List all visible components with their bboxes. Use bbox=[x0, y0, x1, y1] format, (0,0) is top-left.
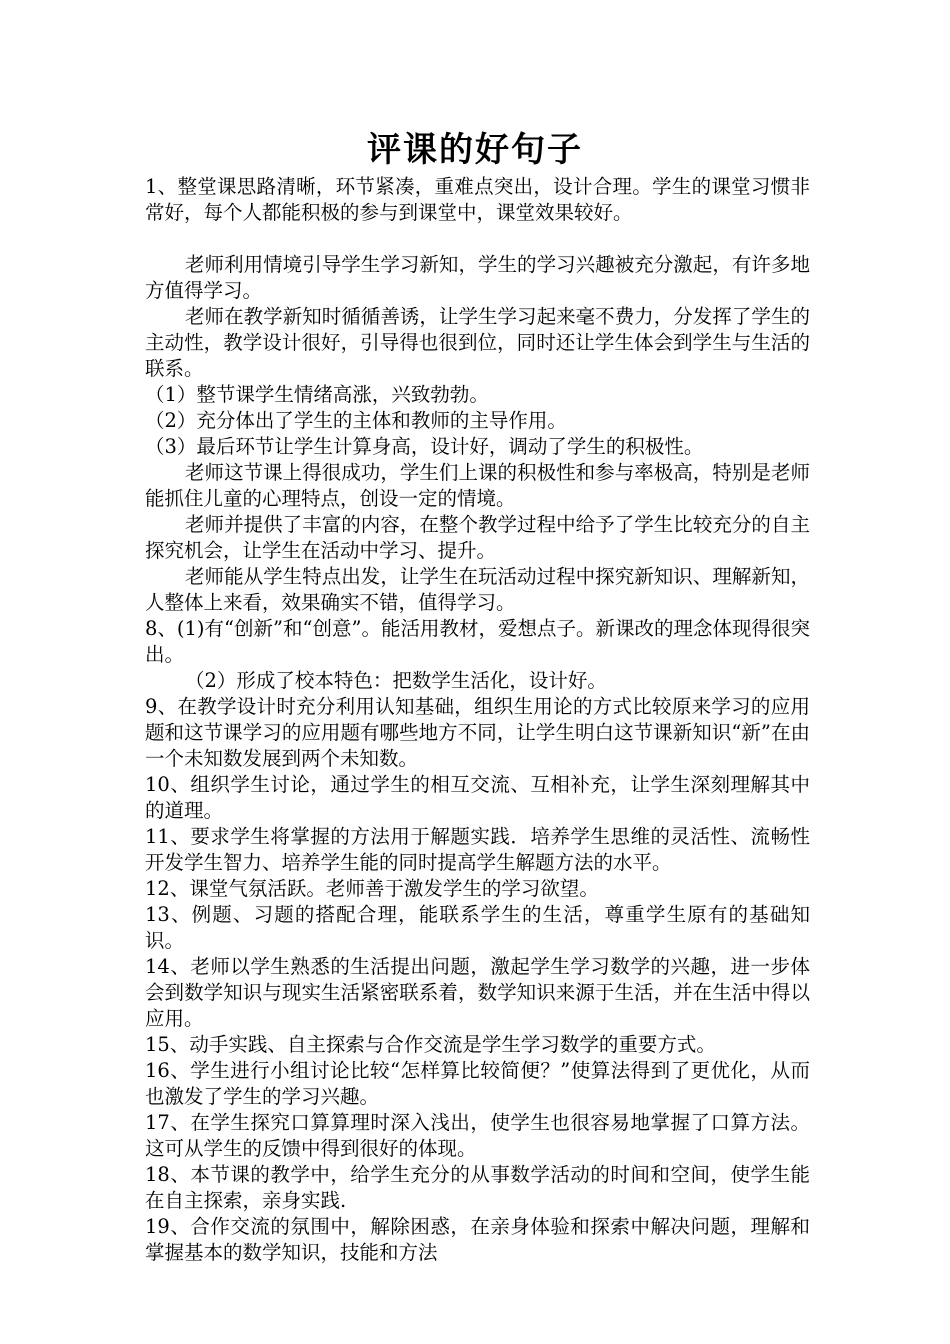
document-body bbox=[145, 174, 810, 1266]
paragraph-14: 14、老师以学生熟悉的生活提出问题，激起学生学习数学的兴趣，进一步体会到数学知识与现实生活紧密联系着，数学知识来源于生活，并在生活中得以应用。 bbox=[145, 955, 810, 1030]
paragraph-19: 19、合作交流的氛围中，解除困惑，在亲身体验和探索中解决问题，理解和掌握基本的数学知识，技能和方法 bbox=[145, 1215, 810, 1264]
document-title: 评课的好句子 bbox=[367, 130, 583, 170]
list-item-2: （2）充分体出了学生的主体和教师的主导作用。 bbox=[145, 409, 567, 432]
paragraph-18: 18、本节课的教学中，给学生充分的从事数学活动的时间和空间，使学生能在自主探索，亲身实践. bbox=[145, 1163, 810, 1212]
paragraph-17: 17、在学生探究口算算理时深入浅出，使学生也很容易地掌握了口算方法。这可从学生的反馈中得到很好的体现。 bbox=[145, 1111, 810, 1160]
paragraph-13: 13、例题、习题的搭配合理，能联系学生的生活，尊重学生原有的基础知识。 bbox=[145, 903, 810, 952]
paragraph-6: 老师能从学生特点出发，让学生在玩活动过程中探究新知识、理解新知，人整体上来看，效果确实不错，值得学习。 bbox=[145, 565, 810, 614]
paragraph-8-sub: （2）形成了校本特色：把数学生活化，设计好。 bbox=[185, 669, 607, 692]
paragraph-12: 12、课堂气氛活跃。老师善于激发学生的学习欲望。 bbox=[145, 877, 599, 900]
list-item-3: （3）最后环节让学生计算身高，设计好，调动了学生的积极性。 bbox=[145, 435, 704, 458]
paragraph-11: 11、要求学生将掌握的方法用于解题实践．培养学生思维的灵活性、流畅性开发学生智力、培养学生能的同时提高学生解题方法的水平。 bbox=[145, 825, 810, 874]
paragraph-1: 1、整堂课思路清晰，环节紧凑，重难点突出，设计合理。学生的课堂习惯非常好，每个人都能积极的参与到课堂中，课堂效果较好。 bbox=[145, 175, 810, 224]
paragraph-3: 老师在教学新知时循循善诱，让学生学习起来毫不费力，分发挥了学生的主动性，教学设计很好，引导得也很到位，同时还让学生体会到学生与生活的联系。 bbox=[145, 305, 810, 380]
paragraph-15: 15、动手实践、自主探索与合作交流是学生学习数学的重要方式。 bbox=[145, 1033, 716, 1056]
paragraph-4: 老师这节课上得很成功，学生们上课的积极性和参与率极高，特别是老师能抓住儿童的心理特点，创设一定的情境。 bbox=[145, 461, 810, 510]
paragraph-5: 老师并提供了丰富的内容，在整个教学过程中给予了学生比较充分的自主探究机会，让学生在活动中学习、提升。 bbox=[145, 513, 810, 562]
paragraph-8: 8、(1)有“创新”和“创意”。能活用教材，爱想点子。新课改的理念体现得很突出。 bbox=[145, 617, 810, 666]
paragraph-2: 老师利用情境引导学生学习新知，学生的学习兴趣被充分激起，有许多地方值得学习。 bbox=[145, 253, 810, 302]
paragraph-10: 10、组织学生讨论，通过学生的相互交流、互相补充，让学生深刻理解其中的道理。 bbox=[145, 773, 810, 822]
paragraph-16: 16、学生进行小组讨论比较“怎样算比较简便？”使算法得到了更优化，从而也激发了学生的学习兴趣。 bbox=[145, 1059, 810, 1108]
blank-line bbox=[145, 226, 810, 252]
list-item-1: （1）整节课学生情绪高涨，兴致勃勃。 bbox=[145, 383, 489, 406]
paragraph-9: 9、在教学设计时充分利用认知基础，组织生用论的方式比较原来学习的应用题和这节课学习的应用题有哪些地方不同，让学生明白这节课新知识“新”在由一个未知数发展到两个未知数。 bbox=[145, 695, 810, 770]
